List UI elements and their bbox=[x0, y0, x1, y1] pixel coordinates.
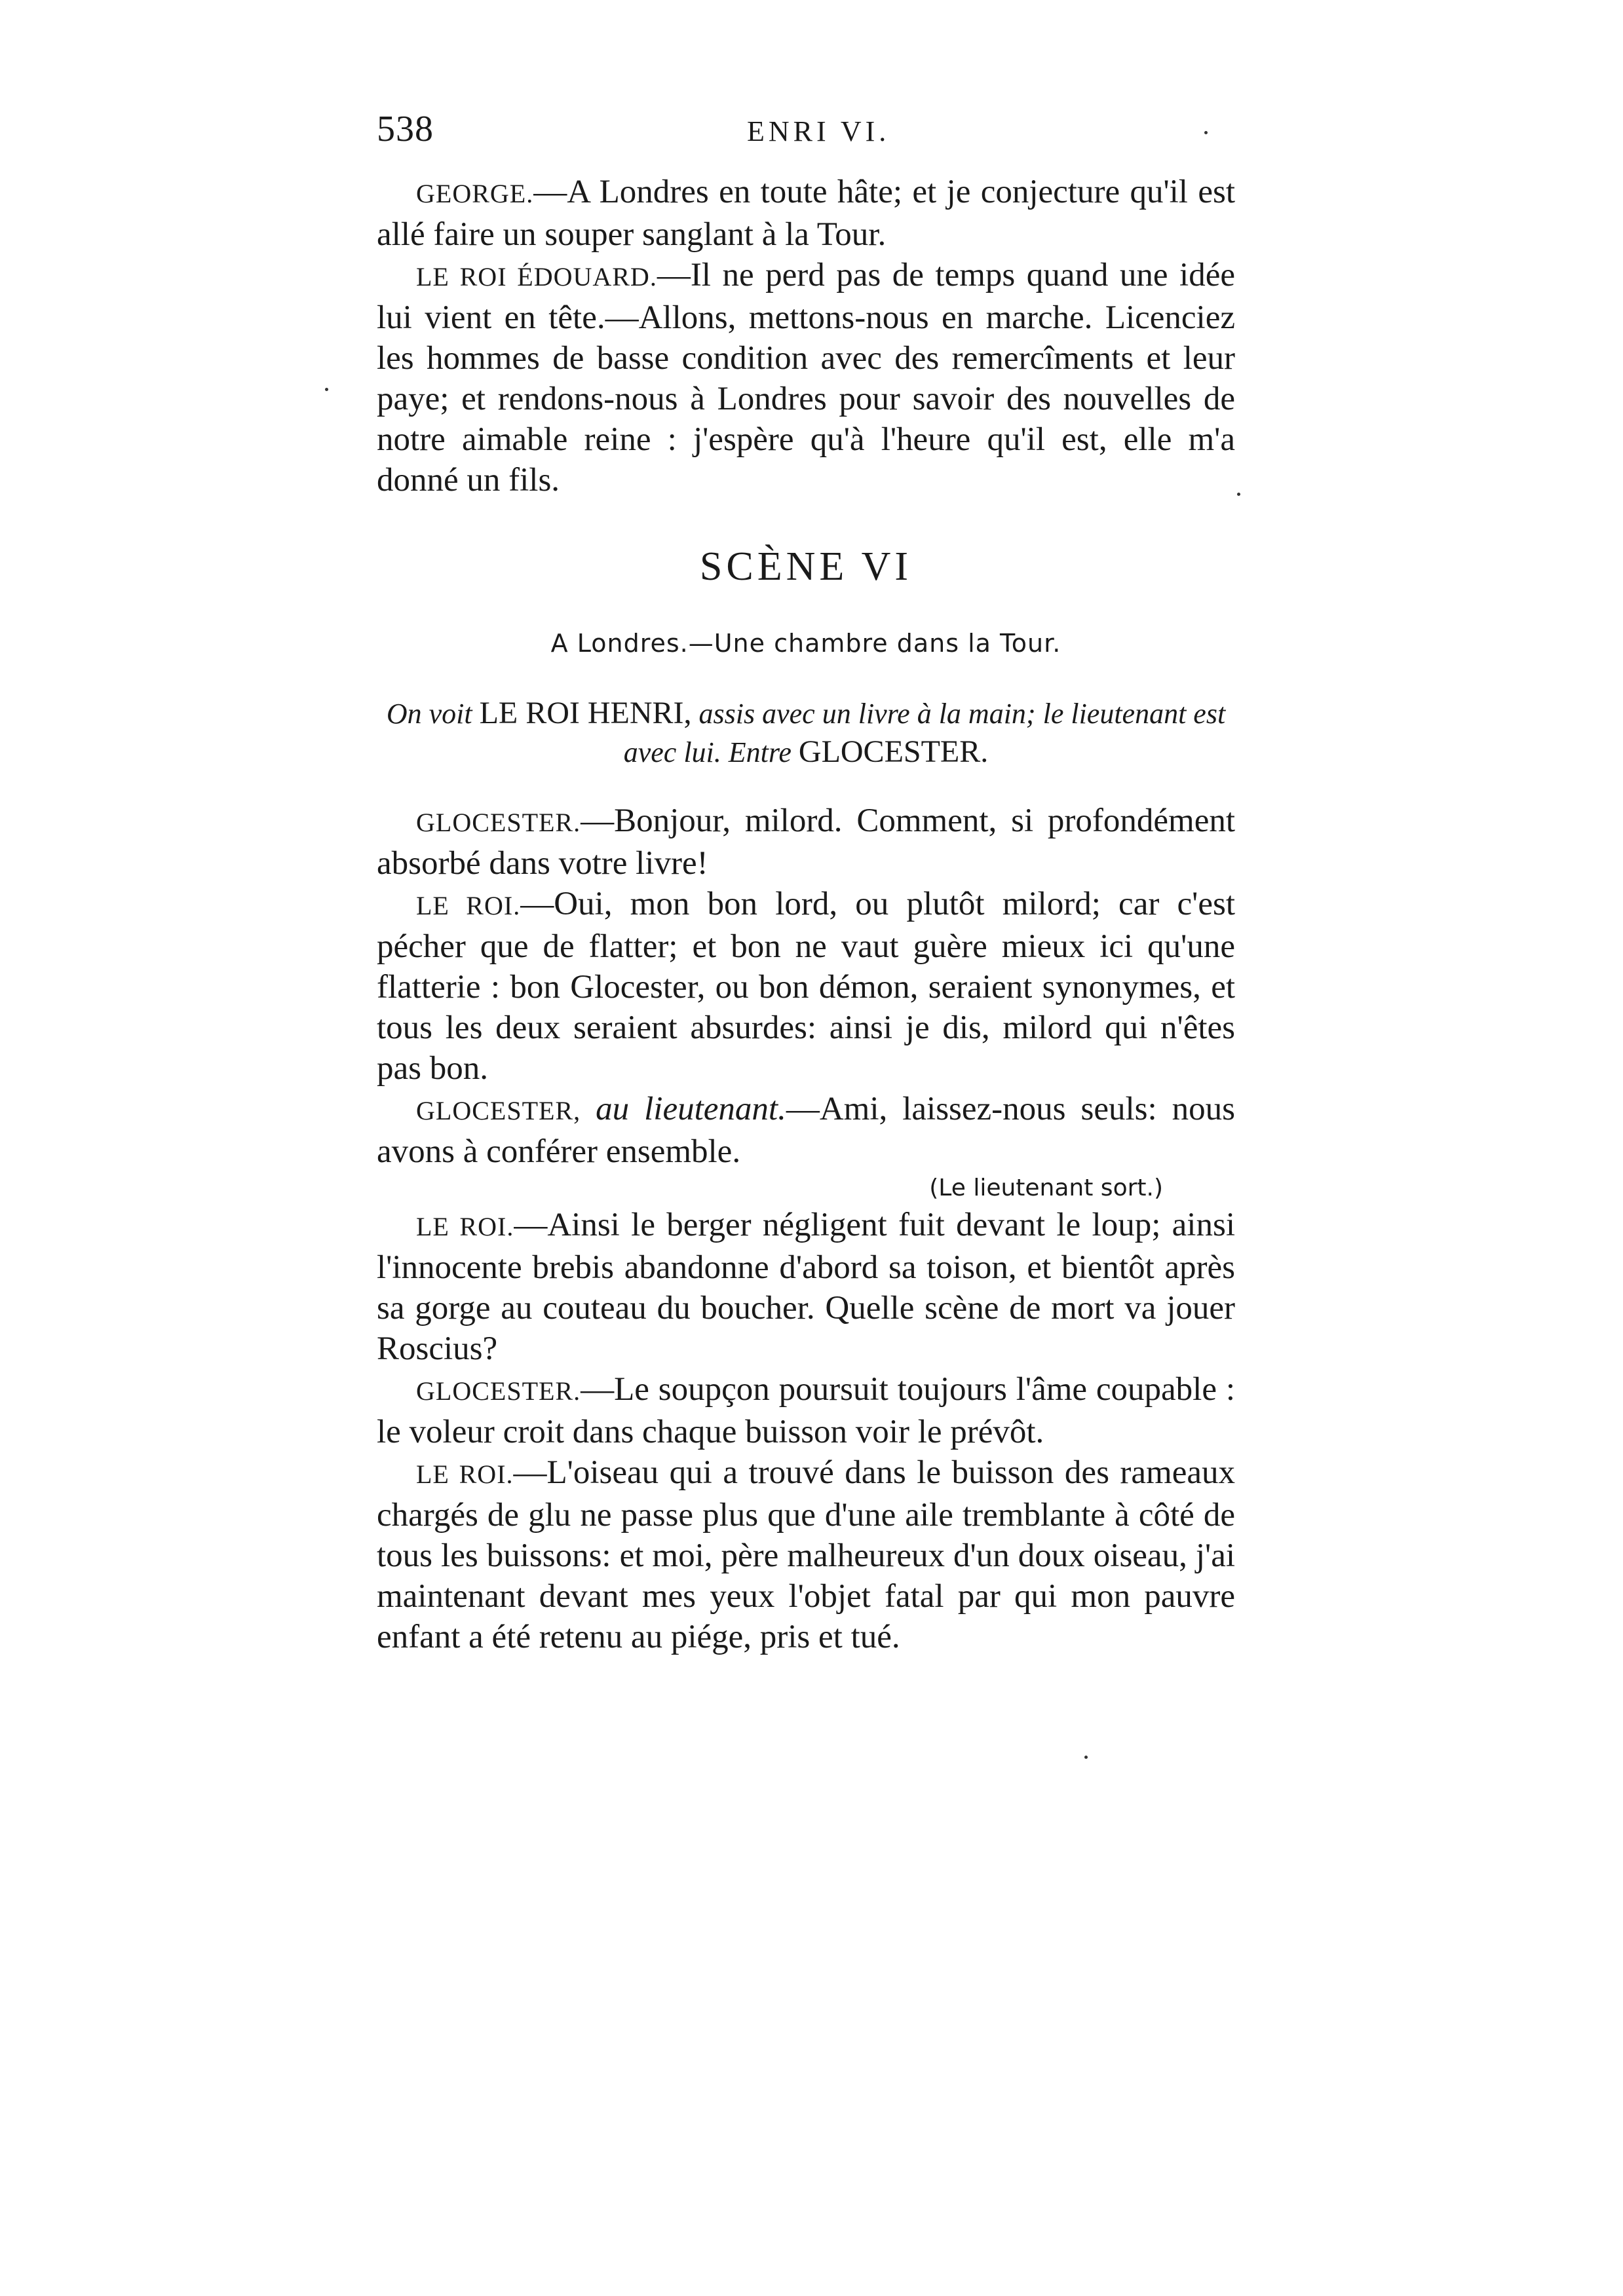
speech-glocester bbox=[377, 1089, 1235, 1172]
speech-roi bbox=[377, 1452, 1235, 1657]
speaker-name: GLOCESTER, bbox=[416, 1096, 581, 1125]
top-text-block bbox=[377, 172, 1235, 500]
speech-glocester bbox=[377, 800, 1235, 884]
running-title: ENRI VI. bbox=[747, 115, 890, 147]
speaker-name: LE ROI ÉDOUARD. bbox=[416, 262, 657, 292]
speech-text: —Oui, mon bon lord, ou plutôt milord; car c'est pécher que de flatter; et bon ne vaut guère mieux ici qu'une flatterie : bon Glocester, ou bon démon, seraient synonymes, et tous les deux seraient absurdes: ainsi je dis, milord qui n'êtes pas bon. bbox=[377, 886, 1235, 1087]
character-name: LE ROI HENRI, bbox=[479, 696, 692, 730]
speech-roi-edouard bbox=[377, 255, 1235, 500]
speech-text: —Ainsi le berger négligent fuit devant le loup; ainsi l'innocente brebis abandonne d'abord sa toison, et bientôt après sa gorge au couteau du boucher. Quelle scène de mort va jouer Roscius? bbox=[377, 1207, 1235, 1367]
scene-title: SCÈNE VI bbox=[699, 544, 913, 589]
speech-text: —L'oiseau qui a trouvé dans le buisson des rameaux chargés de glu ne passe plus que d'une aile tremblante à côté de tous les buissons: et moi, père malheureux d'un doux oiseau, j'ai maintenant devant mes yeux l'objet fatal par qui mon pauvre enfant a été retenu au piége, pris et tué. bbox=[377, 1454, 1235, 1655]
speech-text: —Bonjour, milord. Comment, si profondément absorbé dans votre livre! bbox=[377, 802, 1235, 882]
speaker-name: GLOCESTER. bbox=[416, 808, 581, 837]
direction-text: On voit bbox=[386, 698, 472, 730]
speech-roi bbox=[377, 884, 1235, 1089]
dialogue-block bbox=[377, 800, 1235, 1657]
speech-text: —Le soupçon poursuit toujours l'âme coupable : le voleur croit dans chaque buisson voir le prévôt. bbox=[377, 1371, 1235, 1450]
speech-glocester bbox=[377, 1369, 1235, 1452]
speech-text: —Ami, laissez-nous seuls: nous avons à conférer ensemble. bbox=[377, 1091, 1236, 1170]
speaker-name: LE ROI. bbox=[416, 1212, 514, 1241]
speech-george bbox=[377, 172, 1235, 255]
speech-roi bbox=[377, 1205, 1235, 1369]
speech-text: —Il ne perd pas de temps quand une idée lui vient en tête.—Allons, mettons-nous en marche. Licenciez les hommes de basse condition avec des remercîments et leur paye; et rendons-nous à Londres pour savoir des nouvelles de notre aimable reine : j'espère qu'à l'heure qu'il est, elle m'a donné un fils. bbox=[377, 257, 1235, 499]
direction-text: assis avec un livre à la main; le lieutenant est avec lui. Entre bbox=[623, 698, 1226, 768]
speaker-name: LE ROI. bbox=[416, 1459, 514, 1489]
speaker-name: GLOCESTER. bbox=[416, 1376, 581, 1406]
character-name: GLOCESTER. bbox=[798, 734, 989, 769]
speaker-name: LE ROI. bbox=[416, 891, 521, 920]
speck-mark bbox=[1204, 131, 1208, 134]
exit-note: (Le lieutenant sort.) bbox=[929, 1175, 1163, 1201]
inline-direction: au lieutenant. bbox=[596, 1091, 786, 1127]
page-number: 538 bbox=[377, 109, 434, 149]
speech-text: —A Londres en toute hâte; et je conjecture qu'il est allé faire un souper sanglant à la Tour. bbox=[377, 174, 1235, 253]
scene-location: A Londres.—Une chambre dans la Tour. bbox=[550, 629, 1061, 658]
stage-direction bbox=[377, 694, 1235, 772]
speaker-name: GEORGE. bbox=[416, 179, 534, 208]
speck-mark bbox=[1084, 1756, 1088, 1759]
speck-mark bbox=[325, 388, 328, 391]
speck-mark bbox=[1237, 493, 1240, 496]
page-header bbox=[377, 108, 1235, 154]
